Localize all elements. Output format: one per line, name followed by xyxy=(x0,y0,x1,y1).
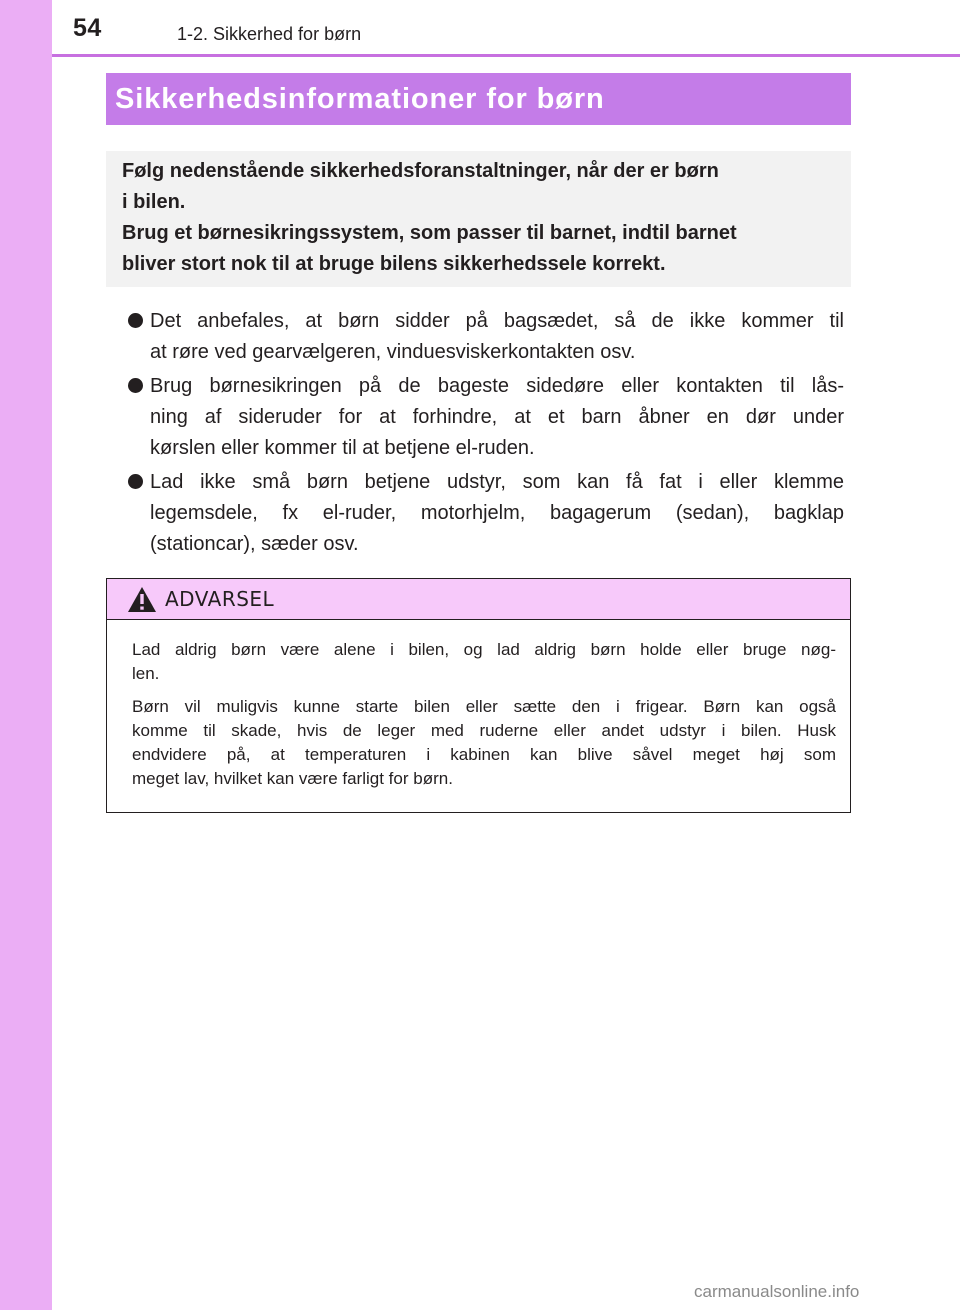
warning-line: len. xyxy=(132,664,160,683)
bullet-line: kørslen eller kommer til at betjene el-ruden. xyxy=(150,437,535,459)
intro-line: bliver stort nok til at bruge bilens sikkerhedssele korrekt. xyxy=(122,253,666,275)
bullet-line: (stationcar), sæder osv. xyxy=(150,533,359,555)
warning-header xyxy=(107,579,850,620)
warning-paragraph xyxy=(132,695,836,791)
warning-body xyxy=(107,620,850,791)
bullet-item xyxy=(126,306,844,368)
watermark: carmanualsonline.info xyxy=(694,1282,860,1301)
intro-box xyxy=(106,151,851,287)
bullet-line: Det anbefales, at børn sidder på bagsædet, så de ikke kommer til xyxy=(150,310,844,332)
bullet-dot-icon xyxy=(128,378,143,393)
bullet-dot-icon xyxy=(128,474,143,489)
intro-line: Brug et børnesikringssystem, som passer til barnet, indtil barnet xyxy=(122,222,737,244)
warning-paragraph xyxy=(132,638,836,686)
bullet-line: Brug børnesikringen på de bageste sidedøre eller kontakten til lås- xyxy=(150,375,844,397)
warning-line: komme til skade, hvis de leger med ruderne eller andet udstyr i bilen. Husk xyxy=(132,721,836,740)
bullet-dot-icon xyxy=(128,313,143,328)
intro-line: i bilen. xyxy=(122,191,186,213)
section-banner xyxy=(106,73,851,125)
warning-triangle-icon xyxy=(127,586,157,618)
bullet-line: legemsdele, fx el-ruder, motorhjelm, bagagerum (sedan), bagklap xyxy=(150,502,844,524)
warning-box xyxy=(106,578,851,813)
warning-line: endvidere på, at temperaturen i kabinen kan blive såvel meget høj som xyxy=(132,745,836,764)
page-number: 54 xyxy=(73,14,102,42)
bullet-list xyxy=(126,306,844,563)
side-bar xyxy=(0,0,52,1310)
bullet-line: ning af sideruder for at forhindre, at et barn åbner en dør under xyxy=(150,406,844,428)
chapter-title: 1-2. Sikkerhed for børn xyxy=(177,24,362,44)
warning-line: Børn vil muligvis kunne starte bilen eller sætte den i frigear. Børn kan også xyxy=(132,697,836,716)
warning-line: Lad aldrig børn være alene i bilen, og lad aldrig børn holde eller bruge nøg- xyxy=(132,640,836,659)
intro-line: Følg nedenstående sikkerhedsforanstaltninger, når der er børn xyxy=(122,160,719,182)
warning-line: meget lav, hvilket kan være farligt for børn. xyxy=(132,769,453,788)
warning-label: ADVARSEL xyxy=(165,587,275,611)
header-rule xyxy=(52,54,960,57)
bullet-line: Lad ikke små børn betjene udstyr, som kan få fat i eller klemme xyxy=(150,471,844,493)
section-title: Sikkerhedsinformationer for børn xyxy=(115,82,605,115)
bullet-item xyxy=(126,467,844,560)
bullet-item xyxy=(126,371,844,464)
bullet-line: at røre ved gearvælgeren, vinduesviskerkontakten osv. xyxy=(150,341,636,363)
